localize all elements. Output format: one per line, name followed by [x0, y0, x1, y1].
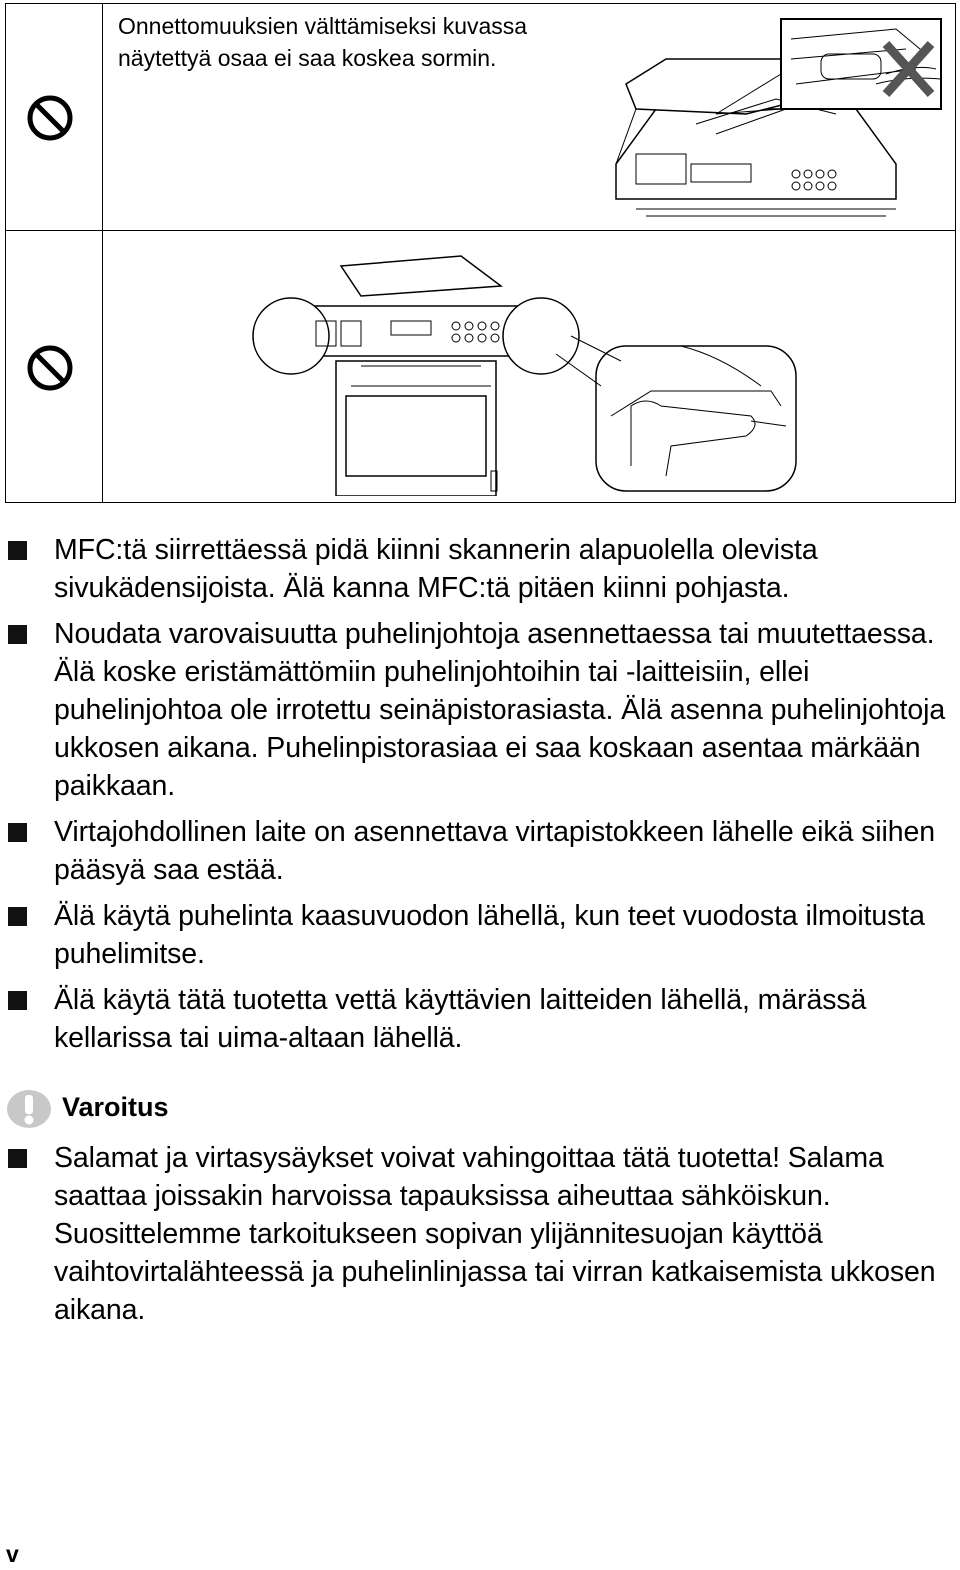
list-item-text: Noudata varovaisuutta puhelinjohtoja asennettaessa tai muutettaessa. Älä koske eristämättömiin puhelinjohtoihin tai -laitteisiin, ellei puhelinjohtoa ole irrotettu seinäpistorasiasta. Älä asenna puhelinjohtoja ukkosen aikana. Puhelinpistorasiaa ei saa koskaan asentaa märkään paikkaan. — [54, 618, 946, 802]
list-item — [0, 981, 960, 1057]
caution-list — [0, 1139, 960, 1337]
caption-fuser-warning: Onnettomuuksien välttämiseksi kuvassa näytettyä osaa ei saa koskea sormin. — [118, 13, 528, 71]
prohibition-icon — [26, 344, 74, 392]
icon-cell — [6, 231, 103, 502]
carry-by-side-handholds-illustration — [251, 246, 811, 496]
bullet-square-icon — [8, 1149, 27, 1168]
bullet-square-icon — [8, 625, 27, 644]
fuser-area-do-not-touch-illustration — [596, 14, 946, 224]
bullet-square-icon — [8, 823, 27, 842]
bullet-square-icon — [8, 541, 27, 560]
list-item — [0, 615, 960, 805]
prohibition-icon — [26, 94, 74, 142]
caution-title: Varoitus — [62, 1092, 169, 1122]
bullet-square-icon — [8, 991, 27, 1010]
list-item — [0, 1139, 960, 1329]
list-item-text: Virtajohdollinen laite on asennettava virtapistokkeen lähelle eikä siihen pääsyä saa estää. — [54, 816, 936, 886]
caution-exclamation-icon — [6, 1089, 52, 1129]
list-item — [0, 813, 960, 889]
list-item — [0, 897, 960, 973]
icon-cell — [6, 4, 103, 230]
bullet-square-icon — [8, 907, 27, 926]
list-item — [0, 531, 960, 607]
safety-bullet-list — [0, 531, 960, 1065]
list-item-text: Älä käytä tätä tuotetta vettä käyttävien laitteiden lähellä, märässä kellarissa tai uima-altaan lähellä. — [54, 984, 867, 1054]
list-item-text: Älä käytä puhelinta kaasuvuodon lähellä, kun teet vuodosta ilmoitusta puhelimitse. — [54, 900, 925, 970]
list-item-text: MFC:tä siirrettäessä pidä kiinni skannerin alapuolella olevista sivukädensijoista. Älä kanna MFC:tä pitäen kiinni pohjasta. — [54, 534, 818, 604]
list-item-text: Salamat ja virtasysäykset voivat vahingoittaa tätä tuotetta! Salama saattaa joissakin harvoissa tapauksissa aiheuttaa sähköiskun. Suosittelemme tarkoitukseen sopivan ylijännitesuojan käyttöä vaihtovirtalähteessä ja puhelinlinjassa tai virran katkaisemista ukkosen aikana. — [54, 1142, 936, 1326]
safety-row-fuser — [6, 4, 955, 231]
page-number: v — [6, 1541, 19, 1567]
safety-row-carry — [6, 231, 955, 502]
safety-table — [5, 3, 956, 503]
